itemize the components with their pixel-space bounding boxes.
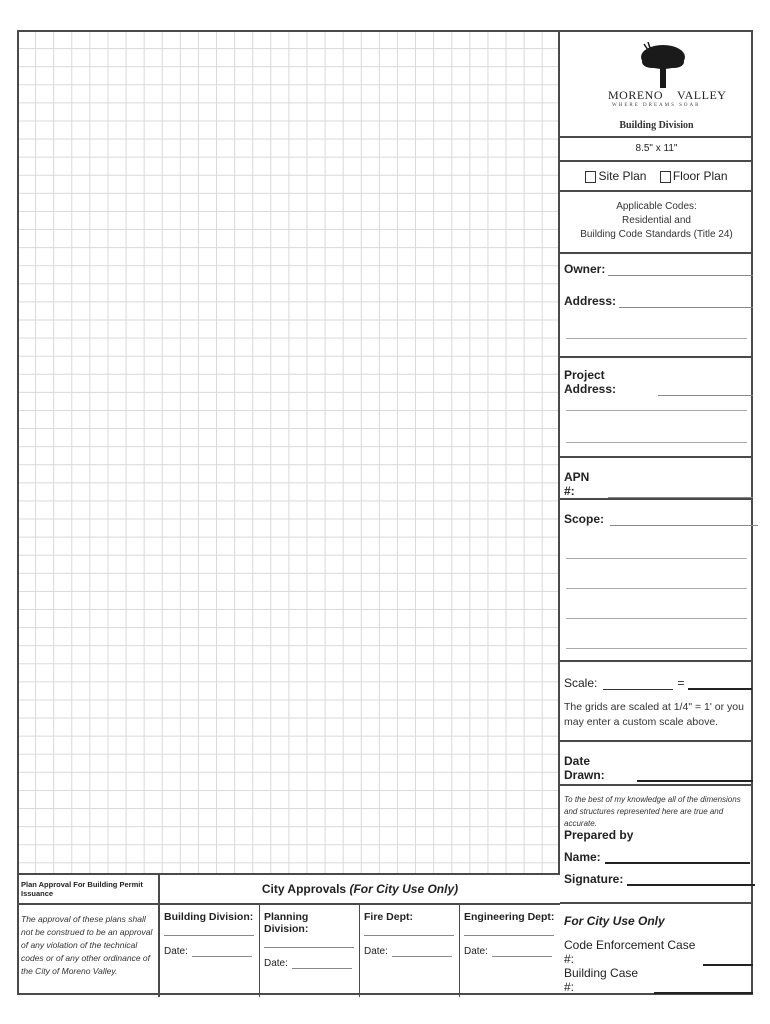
city-approvals-header: City Approvals (For City Use Only) [160,875,560,905]
address-line-2[interactable] [566,338,747,339]
owner-section [560,254,753,358]
scope-section [560,500,753,662]
title-block [560,30,753,995]
prepared-by-label: Prepared by [564,828,634,842]
date-drawn-section [560,742,753,786]
scale-field[interactable]: Scale: = [564,676,752,690]
name-field[interactable]: Name: [564,850,750,864]
certify-text: To the best of my knowledge all of the dimensions and structures represented here are true and accurate. [564,795,741,828]
project-address-section [560,358,753,458]
paper-size: 8.5" x 11" [560,138,753,162]
preparer-section [560,786,753,904]
city-use-title: For City Use Only [564,914,665,928]
logo-box [560,30,753,138]
logo-wordmark: MORENO VALLEY [608,88,727,102]
apn-field[interactable]: APN #: [564,470,753,498]
site-plan-checkbox[interactable] [585,171,596,183]
scope-line-2[interactable] [566,558,747,559]
scale-section [560,662,753,742]
project-address-line-3[interactable] [566,442,747,443]
plan-approval-header: Plan Approval For Building Permit Issuance [17,875,160,905]
project-address-line-2[interactable] [566,410,747,411]
building-division-approval[interactable]: Building Division: Date: [160,905,260,997]
division-title: Building Division [619,120,694,131]
owner-field[interactable]: Owner: [564,262,753,276]
scope-field[interactable]: Scope: [564,512,758,526]
applicable-codes: Applicable Codes: Residential and Building Code Standards (Title 24) [560,192,753,254]
building-case-field[interactable]: Building Case #: [564,966,753,994]
city-use-section [560,904,753,995]
approval-disclaimer: The approval of these plans shall not be construed to be an approval of any violation of the technical codes or of any other ordinance of the City of Moreno Valley. [17,905,160,997]
address-field[interactable]: Address: [564,294,753,308]
project-address-field[interactable]: Project Address: [564,368,753,396]
scope-line-4[interactable] [566,618,747,619]
engineering-dept-approval[interactable]: Engineering Dept: Date: [464,911,555,957]
floor-plan-checkbox[interactable] [660,171,671,183]
code-enforcement-field[interactable]: Code Enforcement Case #: [564,938,753,966]
scope-line-3[interactable] [566,588,747,589]
fire-dept-approval[interactable]: Fire Dept: Date: [360,905,460,997]
site-plan-option[interactable]: Site Plan [585,169,646,183]
tree-icon [638,42,688,88]
plan-type-row [560,162,753,192]
signature-field[interactable]: Signature: [564,872,755,886]
logo-tagline: WHERE DREAMS SOAR [612,103,701,108]
date-drawn-field[interactable]: Date Drawn: [564,754,753,782]
planning-division-approval[interactable]: Planning Division: Date: [260,905,360,997]
approvals-block [17,873,560,995]
scale-note: The grids are scaled at 1/4" = 1' or you may enter a custom scale above. [564,701,744,728]
scope-line-5[interactable] [566,648,747,649]
apn-section [560,458,753,500]
floor-plan-option[interactable]: Floor Plan [660,169,728,183]
